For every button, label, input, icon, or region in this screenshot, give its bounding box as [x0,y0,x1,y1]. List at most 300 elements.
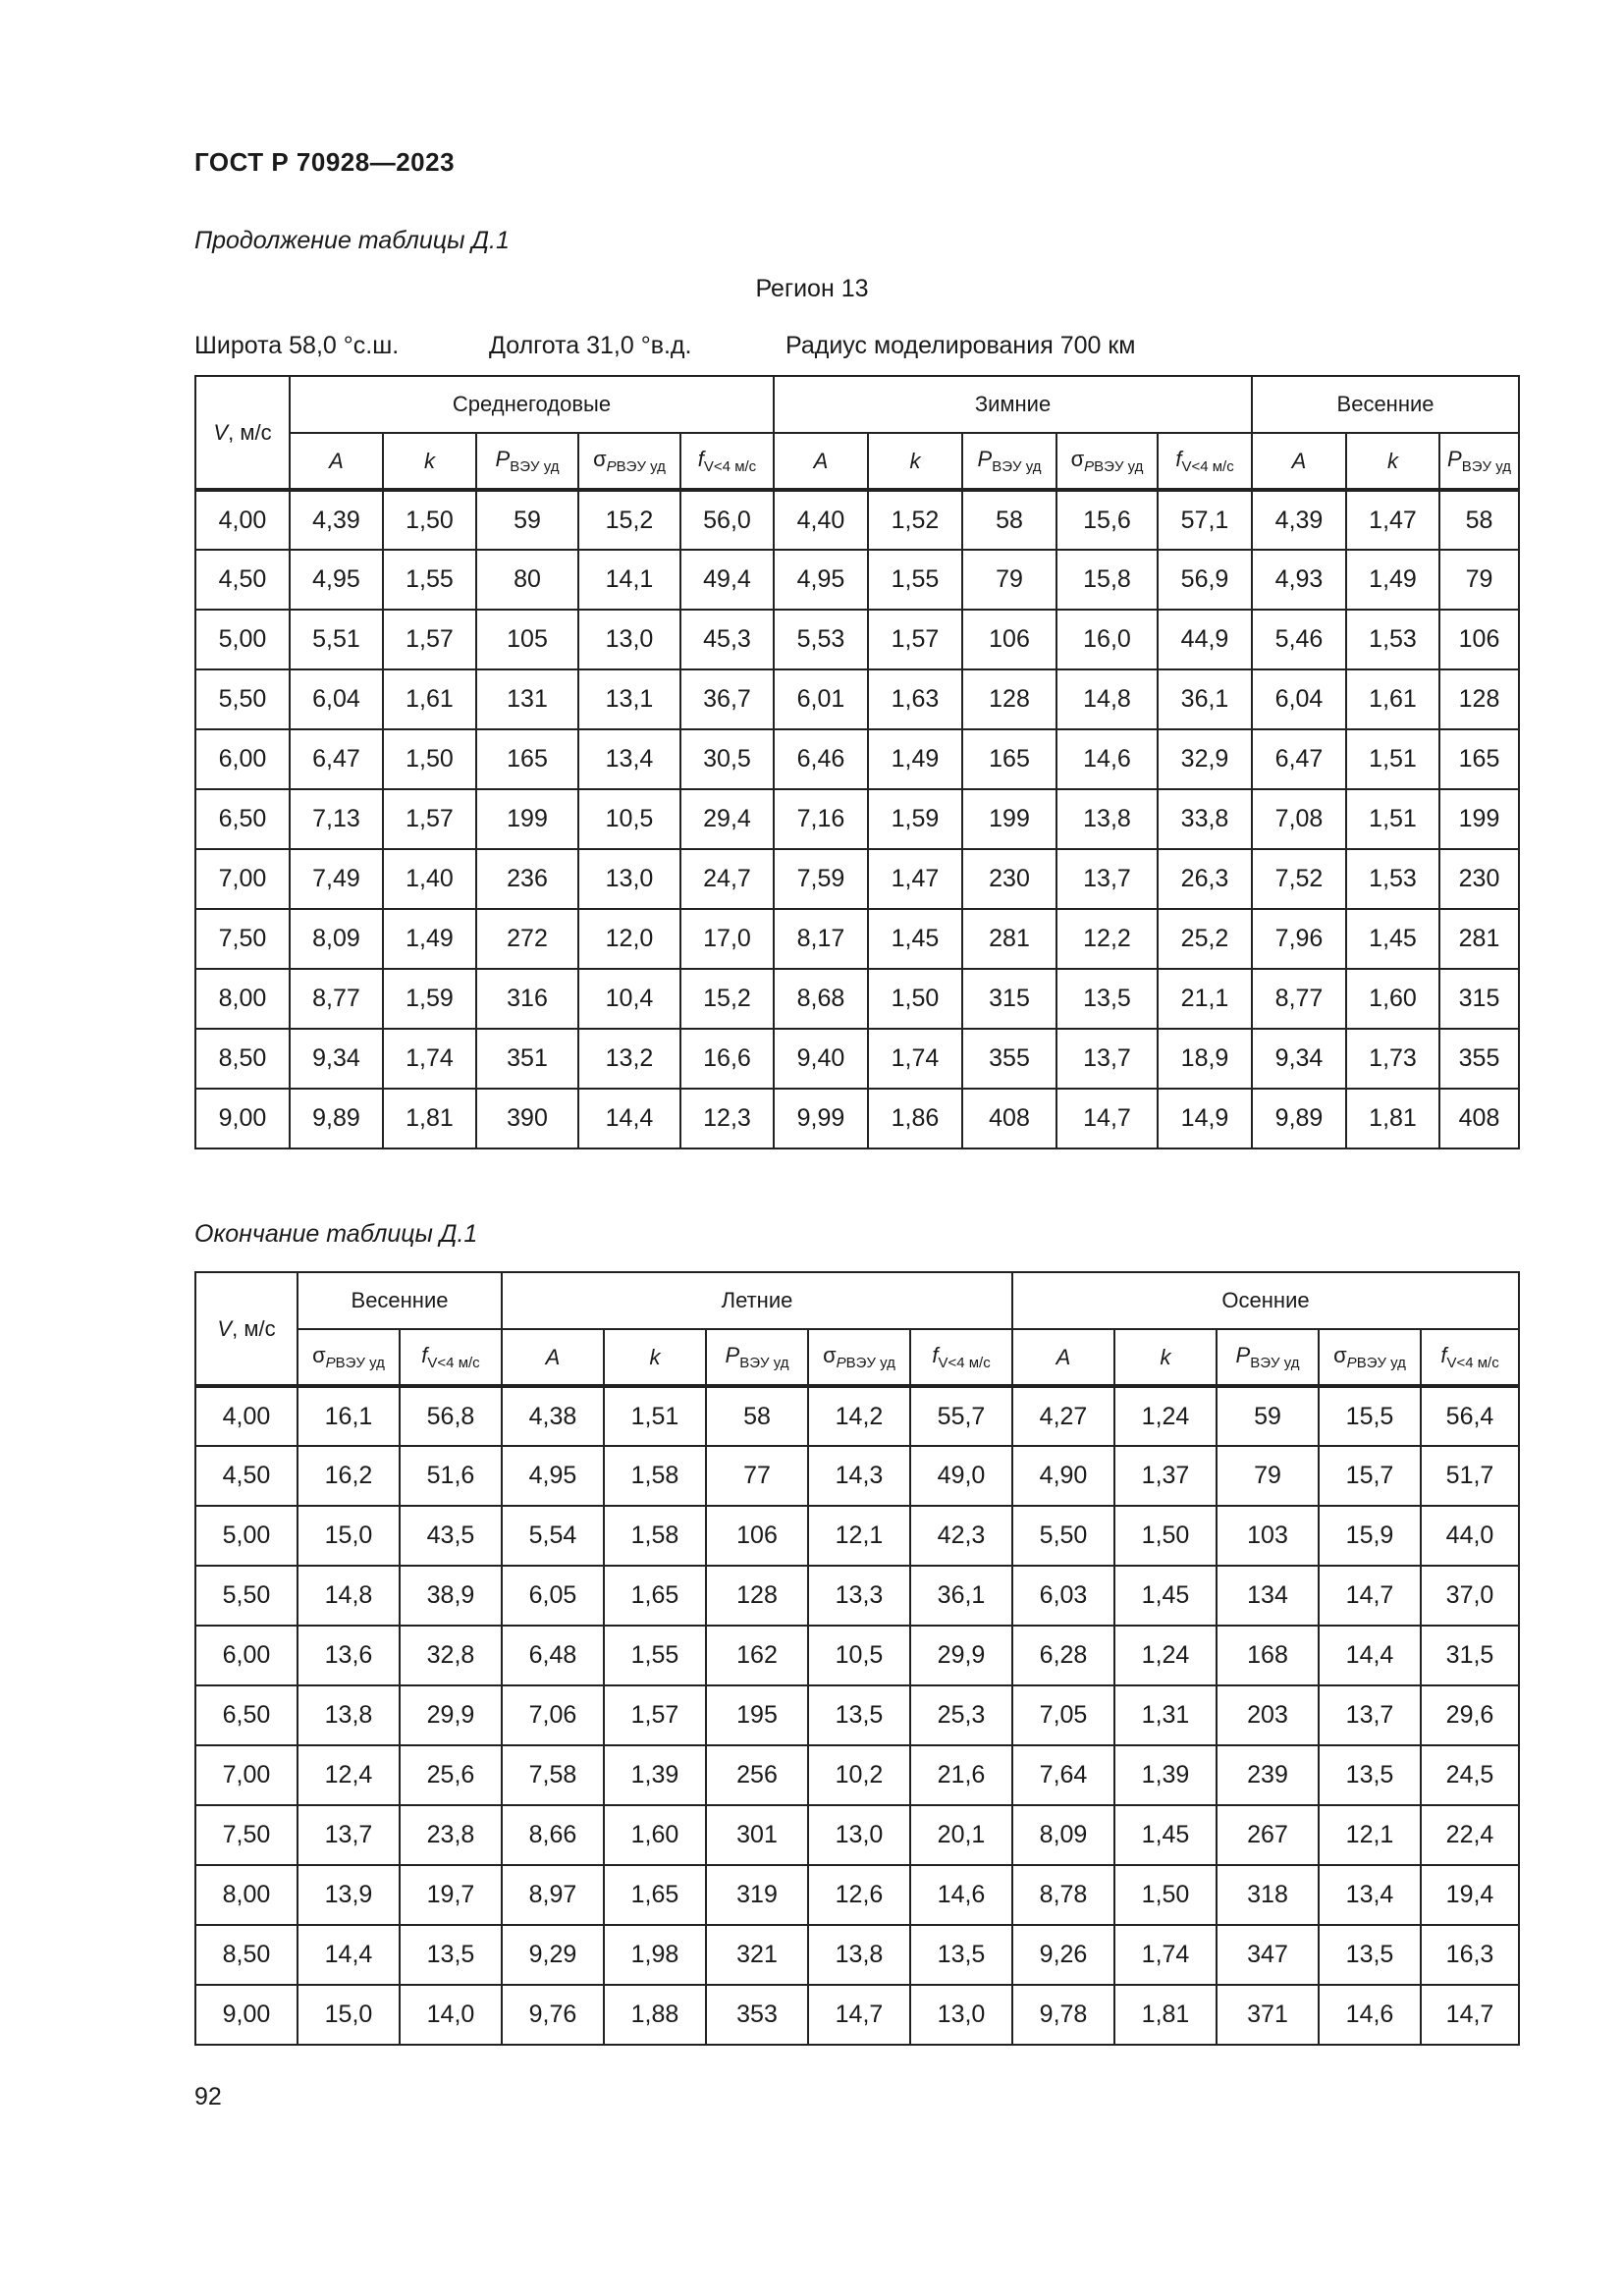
table-cell: 6,48 [502,1626,604,1685]
table-cell: 15,6 [1056,490,1158,550]
table-row [195,789,1519,849]
col-header-power: $P_{ВЭУ уд}$ [1439,433,1519,490]
table-cell: 36,1 [1158,669,1252,729]
table-cell: 80 [476,550,578,610]
table-cell: 10,5 [808,1626,910,1685]
table-cell: 13,8 [1056,789,1158,849]
group-header: Среднегодовые [290,376,774,433]
table-row [195,969,1519,1029]
table-cell: 5,46 [1252,610,1346,669]
table-cell: 7,59 [774,849,868,909]
table-cell: 355 [962,1029,1056,1089]
table-cell: 8,09 [290,909,383,969]
table-cell: 7,05 [1012,1685,1114,1745]
table-body [195,490,1519,1148]
table-cell: 59 [1217,1386,1319,1446]
table-cell: 14,1 [578,550,680,610]
group-header: Зимние [774,376,1252,433]
table-cell: 1,47 [1346,490,1439,550]
table-cell: 14,4 [578,1089,680,1148]
table-cell: 408 [962,1089,1056,1148]
table-cell: 1,60 [604,1805,706,1865]
table-cell: 14,9 [1158,1089,1252,1148]
table-cell: 8,77 [290,969,383,1029]
table-cell: 7,96 [1252,909,1346,969]
table-cell: 10,2 [808,1745,910,1805]
table-cell: 1,74 [868,1029,962,1089]
col-header-k: k [868,433,962,490]
table-cell: 38,9 [400,1566,502,1626]
col-header-power: $P_{ВЭУ уд}$ [706,1329,808,1386]
table-cell: 13,0 [578,610,680,669]
table-cell: 21,1 [1158,969,1252,1029]
table-cell: 1,61 [383,669,476,729]
table-cell: 1,60 [1346,969,1439,1029]
group-header: Весенние [1252,376,1519,433]
table-cell: 10,5 [578,789,680,849]
table-cell: 14,6 [1056,729,1158,789]
table-cell: 4,95 [774,550,868,610]
table-row [195,1985,1519,2045]
speed-cell: 8,00 [195,969,290,1029]
col-header-k: k [1114,1329,1217,1386]
table-cell: 1,49 [868,729,962,789]
table-cell: 13,7 [1319,1685,1421,1745]
table-cell: 22,4 [1421,1805,1519,1865]
col-header-sigma: $\sigma_{PВЭУ уд}$ [1319,1329,1421,1386]
table-cell: 14,7 [1319,1566,1421,1626]
speed-cell: 8,00 [195,1865,298,1925]
table-cell: 58 [1439,490,1519,550]
table-cell: 236 [476,849,578,909]
table-cell: 1,51 [604,1386,706,1446]
speed-cell: 4,50 [195,1446,298,1506]
table-cell: 10,4 [578,969,680,1029]
table-cell: 1,88 [604,1985,706,2045]
speed-cell: 4,00 [195,1386,298,1446]
table-row [195,1925,1519,1985]
table-cell: 14,6 [1319,1985,1421,2045]
table-cell: 203 [1217,1685,1319,1745]
table-cell: 1,81 [1346,1089,1439,1148]
table-cell: 1,73 [1346,1029,1439,1089]
table-cell: 353 [706,1985,808,2045]
table-cell: 14,8 [298,1566,400,1626]
table-cell: 15,2 [578,490,680,550]
table-cell: 29,9 [400,1685,502,1745]
table-cell: 36,1 [910,1566,1012,1626]
table-cell: 13,0 [910,1985,1012,2045]
table-cell: 1,63 [868,669,962,729]
table-cell: 165 [962,729,1056,789]
speed-cell: 4,00 [195,490,290,550]
table-cell: 23,8 [400,1805,502,1865]
table-cell: 5,50 [1012,1506,1114,1566]
table-cell: 1,45 [868,909,962,969]
table-cell: 408 [1439,1089,1519,1148]
table-cell: 32,9 [1158,729,1252,789]
table-cell: 44,0 [1421,1506,1519,1566]
table-body [195,1386,1519,2045]
table-row [195,1566,1519,1626]
table-cell: 13,5 [1319,1745,1421,1805]
table-cell: 281 [962,909,1056,969]
col-header-frequency: $f_{V<4 м/с}$ [910,1329,1012,1386]
speed-cell: 6,00 [195,729,290,789]
table-cell: 58 [706,1386,808,1446]
table-cell: 199 [476,789,578,849]
table-cell: 33,8 [1158,789,1252,849]
table-cell: 13,8 [298,1685,400,1745]
col-header-sigma: $\sigma_{PВЭУ уд}$ [298,1329,400,1386]
subheader-row [195,1329,1519,1386]
table-cell: 1,81 [383,1089,476,1148]
speed-cell: 8,50 [195,1029,290,1089]
table-cell: 56,4 [1421,1386,1519,1446]
speed-cell: 4,50 [195,550,290,610]
table-cell: 9,99 [774,1089,868,1148]
table-cell: 12,3 [680,1089,774,1148]
group-header: Весенние [298,1272,502,1329]
table-cell: 56,0 [680,490,774,550]
table-cell: 7,64 [1012,1745,1114,1805]
table-cell: 7,16 [774,789,868,849]
radius-label: Радиус моделирования 700 км [785,332,1136,359]
col-header-power: $P_{ВЭУ уд}$ [476,433,578,490]
table-cell: 1,50 [868,969,962,1029]
table-cell: 13,7 [1056,1029,1158,1089]
speed-cell: 8,50 [195,1925,298,1985]
data-table-continuation [194,375,1520,1149]
col-header-frequency: $f_{V<4 м/с}$ [680,433,774,490]
table-cell: 355 [1439,1029,1519,1089]
table-cell: 106 [962,610,1056,669]
table-cell: 44,9 [1158,610,1252,669]
table-row [195,1626,1519,1685]
table-cell: 1,37 [1114,1446,1217,1506]
table-cell: 14,8 [1056,669,1158,729]
table-cell: 55,7 [910,1386,1012,1446]
table-cell: 19,4 [1421,1865,1519,1925]
table-cell: 106 [706,1506,808,1566]
table-cell: 4,27 [1012,1386,1114,1446]
speed-cell: 9,00 [195,1089,290,1148]
table-cell: 12,1 [808,1506,910,1566]
table-cell: 6,01 [774,669,868,729]
table-cell: 13,3 [808,1566,910,1626]
speed-cell: 7,50 [195,909,290,969]
table-cell: 8,09 [1012,1805,1114,1865]
table-cell: 9,89 [290,1089,383,1148]
table-cell: 230 [962,849,1056,909]
table-cell: 1,58 [604,1506,706,1566]
table-cell: 1,65 [604,1865,706,1925]
table-cell: 7,13 [290,789,383,849]
table-cell: 12,6 [808,1865,910,1925]
table-cell: 42,3 [910,1506,1012,1566]
col-header-power: $P_{ВЭУ уд}$ [1217,1329,1319,1386]
table-cell: 4,90 [1012,1446,1114,1506]
continuation-caption: Продолжение таблицы Д.1 [194,227,510,254]
table-cell: 4,95 [502,1446,604,1506]
table-cell: 6,28 [1012,1626,1114,1685]
subheader-row [195,433,1519,490]
table-cell: 13,4 [578,729,680,789]
table-cell: 1,57 [868,610,962,669]
speed-cell: 7,00 [195,849,290,909]
group-header: Осенние [1012,1272,1519,1329]
table-cell: 14,7 [1421,1985,1519,2045]
table-cell: 1,47 [868,849,962,909]
table-cell: 128 [706,1566,808,1626]
table-cell: 1,50 [1114,1865,1217,1925]
table-cell: 199 [962,789,1056,849]
table-cell: 29,4 [680,789,774,849]
table-cell: 6,03 [1012,1566,1114,1626]
table-cell: 1,24 [1114,1626,1217,1685]
table-cell: 6,46 [774,729,868,789]
table-row [195,1685,1519,1745]
table-cell: 58 [962,490,1056,550]
table-row [195,1029,1519,1089]
table-cell: 1,98 [604,1925,706,1985]
table-row [195,610,1519,669]
table-cell: 4,38 [502,1386,604,1446]
col-header-sigma: $\sigma_{PВЭУ уд}$ [1056,433,1158,490]
table-cell: 14,7 [1056,1089,1158,1148]
table-cell: 51,7 [1421,1446,1519,1506]
table-cell: 13,5 [1319,1925,1421,1985]
table-cell: 7,52 [1252,849,1346,909]
table-cell: 1,57 [383,789,476,849]
table-cell: 15,9 [1319,1506,1421,1566]
table-cell: 14,2 [808,1386,910,1446]
table-cell: 9,26 [1012,1925,1114,1985]
col-header-frequency: $f_{V<4 м/с}$ [400,1329,502,1386]
table-cell: 6,04 [1252,669,1346,729]
table-cell: 15,7 [1319,1446,1421,1506]
table-cell: 12,4 [298,1745,400,1805]
table-cell: 25,3 [910,1685,1012,1745]
table-cell: 14,6 [910,1865,1012,1925]
table-cell: 45,3 [680,610,774,669]
table-cell: 239 [1217,1745,1319,1805]
table-cell: 32,8 [400,1626,502,1685]
table-cell: 1,50 [1114,1506,1217,1566]
speed-cell: 5,50 [195,1566,298,1626]
group-header: Летние [502,1272,1012,1329]
table-cell: 9,76 [502,1985,604,2045]
table-cell: 315 [1439,969,1519,1029]
table-row [195,1446,1519,1506]
table-cell: 1,53 [1346,849,1439,909]
table-cell: 29,9 [910,1626,1012,1685]
table-row [195,729,1519,789]
table-cell: 9,29 [502,1925,604,1985]
table-cell: 4,39 [1252,490,1346,550]
table-cell: 1,53 [1346,610,1439,669]
table-cell: 4,39 [290,490,383,550]
table-cell: 347 [1217,1925,1319,1985]
table-cell: 103 [1217,1506,1319,1566]
table-cell: 1,81 [1114,1985,1217,2045]
table-cell: 36,7 [680,669,774,729]
table-cell: 1,57 [604,1685,706,1745]
table-cell: 9,78 [1012,1985,1114,2045]
table-cell: 134 [1217,1566,1319,1626]
table-cell: 106 [1439,610,1519,669]
table-cell: 1,49 [383,909,476,969]
table-cell: 1,50 [383,729,476,789]
table-cell: 7,08 [1252,789,1346,849]
table-cell: 24,7 [680,849,774,909]
table-cell: 18,9 [1158,1029,1252,1089]
table-cell: 7,06 [502,1685,604,1745]
table-cell: 1,45 [1114,1805,1217,1865]
col-header-k: k [383,433,476,490]
table-cell: 319 [706,1865,808,1925]
table-cell: 13,5 [1056,969,1158,1029]
table-cell: 79 [1217,1446,1319,1506]
table-cell: 56,9 [1158,550,1252,610]
table-cell: 14,4 [298,1925,400,1985]
table-cell: 15,8 [1056,550,1158,610]
table-cell: 7,58 [502,1745,604,1805]
table-row [195,550,1519,610]
table-cell: 14,0 [400,1985,502,2045]
table-row [195,490,1519,550]
col-header-A: A [290,433,383,490]
table-cell: 316 [476,969,578,1029]
table-cell: 256 [706,1745,808,1805]
table-cell: 1,39 [1114,1745,1217,1805]
table-cell: 13,2 [578,1029,680,1089]
table-cell: 13,7 [298,1805,400,1865]
table-cell: 49,0 [910,1446,1012,1506]
table-cell: 230 [1439,849,1519,909]
table-row [195,669,1519,729]
col-header-A: A [774,433,868,490]
table-cell: 1,24 [1114,1386,1217,1446]
col-header-A: A [1252,433,1346,490]
table-cell: 1,86 [868,1089,962,1148]
table-cell: 318 [1217,1865,1319,1925]
col-header-A: A [502,1329,604,1386]
table-cell: 321 [706,1925,808,1985]
table-row [195,1745,1519,1805]
table-cell: 43,5 [400,1506,502,1566]
table-cell: 1,57 [383,610,476,669]
table-cell: 59 [476,490,578,550]
table-cell: 12,1 [1319,1805,1421,1865]
table-cell: 25,2 [1158,909,1252,969]
table-cell: 1,55 [604,1626,706,1685]
table-cell: 13,1 [578,669,680,729]
table-cell: 1,74 [383,1029,476,1089]
table-cell: 79 [962,550,1056,610]
table-cell: 21,6 [910,1745,1012,1805]
page-number: 92 [194,2083,222,2110]
speed-cell: 5,00 [195,610,290,669]
table-cell: 1,50 [383,490,476,550]
col-header-power: $P_{ВЭУ уд}$ [962,433,1056,490]
table-cell: 199 [1439,789,1519,849]
speed-cell: 9,00 [195,1985,298,2045]
table-cell: 390 [476,1089,578,1148]
table-row [195,1805,1519,1865]
table-cell: 51,6 [400,1446,502,1506]
table-cell: 49,4 [680,550,774,610]
speed-cell: 5,50 [195,669,290,729]
table-cell: 1,40 [383,849,476,909]
table-cell: 20,1 [910,1805,1012,1865]
table-cell: 281 [1439,909,1519,969]
longitude-label: Долгота 31,0 °в.д. [489,332,692,359]
table-cell: 6,04 [290,669,383,729]
table-row [195,1089,1519,1148]
table-cell: 1,31 [1114,1685,1217,1745]
table-cell: 29,6 [1421,1685,1519,1745]
table-cell: 14,3 [808,1446,910,1506]
table-cell: 1,49 [1346,550,1439,610]
speed-cell: 6,00 [195,1626,298,1685]
table-cell: 9,89 [1252,1089,1346,1148]
data-table-ending [194,1271,1520,2046]
col-header-A: A [1012,1329,1114,1386]
table-cell: 315 [962,969,1056,1029]
table-cell: 16,1 [298,1386,400,1446]
table-cell: 57,1 [1158,490,1252,550]
col-header-k: k [604,1329,706,1386]
table-cell: 13,5 [808,1685,910,1745]
speed-cell: 6,50 [195,1685,298,1745]
table-cell: 77 [706,1446,808,1506]
table-row [195,1506,1519,1566]
table-cell: 15,5 [1319,1386,1421,1446]
table-cell: 5,54 [502,1506,604,1566]
table-cell: 1,51 [1346,729,1439,789]
table-cell: 37,0 [1421,1566,1519,1626]
table-cell: 128 [1439,669,1519,729]
table-cell: 8,78 [1012,1865,1114,1925]
table-cell: 165 [476,729,578,789]
table-cell: 15,0 [298,1985,400,2045]
table-cell: 30,5 [680,729,774,789]
table-cell: 31,5 [1421,1626,1519,1685]
table-cell: 25,6 [400,1745,502,1805]
document-title: ГОСТ Р 70928—2023 [194,147,456,177]
table-cell: 13,7 [1056,849,1158,909]
table-cell: 12,2 [1056,909,1158,969]
col-header-k: k [1346,433,1439,490]
table-cell: 13,5 [910,1925,1012,1985]
v-header: V, м/с [195,376,290,490]
table-cell: 8,17 [774,909,868,969]
table-cell: 7,49 [290,849,383,909]
table-cell: 1,59 [383,969,476,1029]
table-cell: 13,9 [298,1865,400,1925]
col-header-frequency: $f_{V<4 м/с}$ [1158,433,1252,490]
table-cell: 1,61 [1346,669,1439,729]
table-cell: 14,7 [808,1985,910,2045]
table-cell: 15,2 [680,969,774,1029]
speed-cell: 6,50 [195,789,290,849]
table-cell: 9,34 [1252,1029,1346,1089]
table-cell: 1,58 [604,1446,706,1506]
table-cell: 8,77 [1252,969,1346,1029]
col-header-sigma: $\sigma_{PВЭУ уд}$ [808,1329,910,1386]
table-cell: 195 [706,1685,808,1745]
